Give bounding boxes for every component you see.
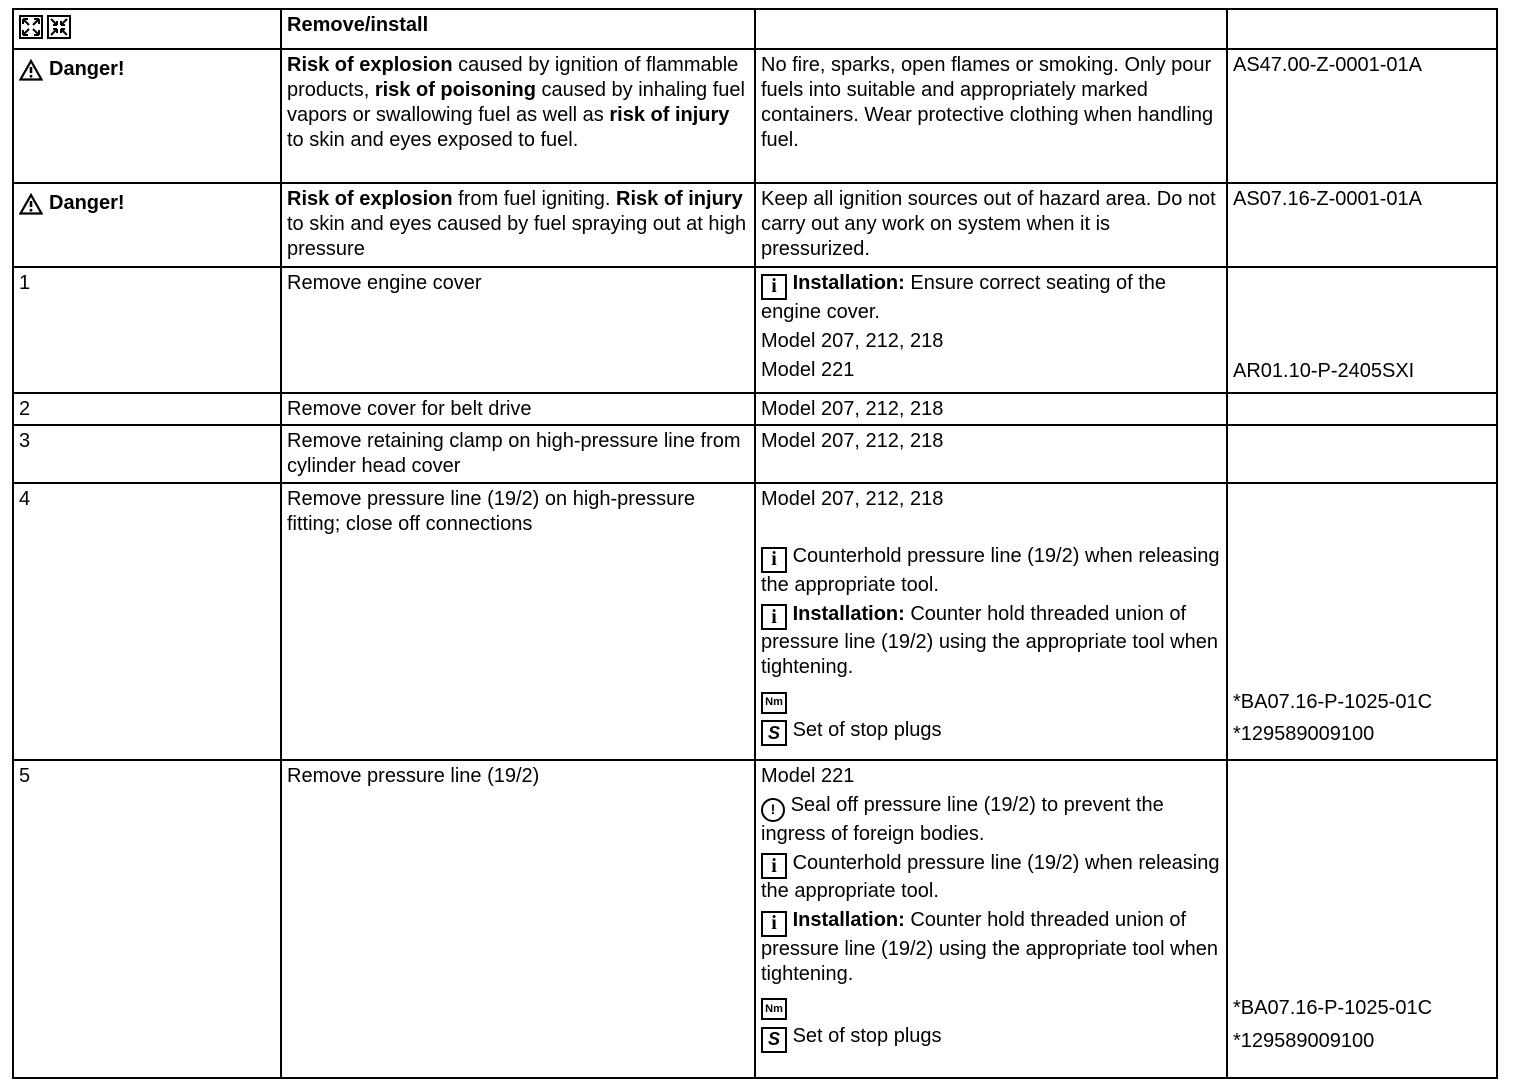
note-text: Model 207, 212, 218 — [761, 329, 944, 352]
step-references — [1227, 483, 1497, 760]
danger-reference — [1227, 49, 1497, 183]
note-text: Counterhold pressure line (19/2) when releasing the appropriate tool. — [761, 545, 1220, 596]
step-note — [761, 851, 1221, 905]
danger-risk-term: risk of injury — [609, 104, 730, 126]
step-references — [1227, 425, 1497, 483]
info-icon: i — [761, 274, 787, 300]
warning-triangle-icon — [19, 59, 43, 81]
step-note — [761, 271, 1221, 325]
document-reference-link[interactable]: *BA07.16-P-1025-01C — [1233, 691, 1433, 713]
document-reference-link[interactable]: AR01.10-P-2405SXI — [1233, 360, 1415, 382]
header-empty-cell — [755, 9, 1227, 49]
step-references — [1227, 393, 1497, 425]
step-note — [761, 397, 1221, 422]
danger-description-text: from fuel igniting. — [452, 188, 617, 210]
danger-measure-text: No fire, sparks, open flames or smoking. Only pour fuels into suitable and appropriately marked containers. Wear protective clothing when handling fuel. — [761, 54, 1214, 151]
expand-arrows-icon — [19, 15, 43, 39]
danger-label-cell — [13, 183, 281, 267]
step-notes — [755, 425, 1227, 483]
step-note — [761, 991, 1221, 1021]
danger-measure — [755, 183, 1227, 267]
step-note — [761, 602, 1221, 681]
header-title: Remove/install — [281, 9, 755, 49]
step-row — [13, 760, 1497, 1078]
note-text: Counter hold threaded union of pressure line (19/2) using the appropriate tool when tightening. — [761, 909, 1218, 985]
step-note — [761, 544, 1221, 598]
torque-nm-icon: Nm — [761, 998, 787, 1020]
special-tool-icon: S — [761, 720, 787, 746]
note-text: Ensure correct seating of the engine cover. — [761, 272, 1167, 323]
danger-risk-term: Risk of injury — [616, 188, 743, 210]
note-text: Model 221 — [761, 358, 855, 381]
info-icon: i — [761, 547, 787, 573]
installation-label: Installation: — [792, 909, 905, 931]
special-tool-icon: S — [761, 1027, 787, 1053]
note-text: Seal off pressure line (19/2) to prevent the ingress of foreign bodies. — [761, 794, 1164, 845]
step-action: Remove cover for belt drive — [281, 393, 755, 425]
document-reference-link[interactable]: *129589009100 — [1233, 723, 1375, 745]
danger-measure-text: Keep all ignition sources out of hazard area. Do not carry out any work on system when it is pressurized. — [761, 188, 1216, 260]
step-notes — [755, 760, 1227, 1078]
step-action: Remove retaining clamp on high-pressure line from cylinder head cover — [281, 425, 755, 483]
step-note — [761, 908, 1221, 987]
step-note — [761, 1024, 1221, 1053]
header-icons-cell — [13, 9, 281, 49]
step-action: Remove engine cover — [281, 267, 755, 393]
document-reference-link[interactable]: *129589009100 — [1233, 1030, 1375, 1052]
step-number: 1 — [13, 267, 281, 393]
step-number: 3 — [13, 425, 281, 483]
seal-off-icon: ! — [761, 798, 785, 822]
note-text: Set of stop plugs — [792, 1025, 942, 1047]
step-note — [761, 764, 1221, 789]
step-note — [761, 684, 1221, 714]
note-text: Model 207, 212, 218 — [761, 488, 944, 510]
danger-label-text: Danger! — [49, 58, 125, 80]
info-icon: i — [761, 853, 787, 879]
note-text: Set of stop plugs — [792, 718, 942, 741]
danger-description-text: to skin and eyes caused by fuel spraying out at high pressure — [287, 213, 747, 260]
danger-label-cell — [13, 49, 281, 183]
danger-risk-term: risk of poisoning — [374, 79, 536, 101]
note-text: Counterhold pressure line (19/2) when releasing the appropriate tool. — [761, 851, 1220, 902]
danger-description — [281, 49, 755, 183]
danger-reference — [1227, 183, 1497, 267]
installation-label: Installation: — [792, 272, 905, 294]
step-note — [761, 718, 1221, 747]
step-note — [761, 487, 1221, 512]
danger-description-text: caused by inhaling fuel vapors or swallowing fuel as well as — [287, 79, 745, 126]
step-note — [761, 329, 1221, 354]
installation-label: Installation: — [792, 602, 905, 625]
step-action: Remove pressure line (19/2) — [281, 760, 755, 1078]
danger-label-text: Danger! — [49, 192, 125, 214]
step-row — [13, 393, 1497, 425]
torque-nm-icon: Nm — [761, 692, 787, 714]
danger-row — [13, 49, 1497, 183]
header-empty-cell — [1227, 9, 1497, 49]
step-notes — [755, 393, 1227, 425]
step-row — [13, 425, 1497, 483]
step-references — [1227, 267, 1497, 393]
danger-row — [13, 183, 1497, 267]
note-text: Model 221 — [761, 765, 855, 787]
step-action: Remove pressure line (19/2) on high-pressure fitting; close off connections — [281, 483, 755, 760]
document-reference-link[interactable]: *BA07.16-P-1025-01C — [1233, 997, 1433, 1019]
step-note — [761, 358, 1221, 383]
step-number: 2 — [13, 393, 281, 425]
step-note — [761, 793, 1221, 847]
step-number: 4 — [13, 483, 281, 760]
danger-risk-term: Risk of explosion — [287, 188, 453, 210]
danger-description-text: caused by ignition of flammable products, — [287, 54, 739, 101]
step-notes — [755, 483, 1227, 760]
danger-label — [19, 191, 275, 216]
note-text: Counter hold threaded union of pressure line (19/2) using the appropriate tool when tightening. — [761, 602, 1218, 678]
header-row — [13, 9, 1497, 49]
info-icon: i — [761, 604, 787, 630]
danger-description-text: to skin and eyes exposed to fuel. — [287, 129, 579, 151]
danger-risk-term: Risk of explosion — [287, 54, 453, 76]
procedure-table — [12, 8, 1498, 1079]
step-number: 5 — [13, 760, 281, 1078]
info-icon: i — [761, 911, 787, 937]
document-reference-link[interactable]: AS07.16-Z-0001-01A — [1233, 188, 1423, 210]
danger-label — [19, 57, 275, 82]
collapse-arrows-icon — [47, 15, 71, 39]
document-reference-link[interactable]: AS47.00-Z-0001-01A — [1233, 54, 1423, 76]
step-notes — [755, 267, 1227, 393]
step-note — [761, 429, 1221, 454]
note-text: Model 207, 212, 218 — [761, 398, 944, 420]
danger-measure — [755, 49, 1227, 183]
step-row — [13, 267, 1497, 393]
danger-description — [281, 183, 755, 267]
warning-triangle-icon — [19, 193, 43, 215]
step-references — [1227, 760, 1497, 1078]
note-text: Model 207, 212, 218 — [761, 430, 944, 452]
step-row — [13, 483, 1497, 760]
